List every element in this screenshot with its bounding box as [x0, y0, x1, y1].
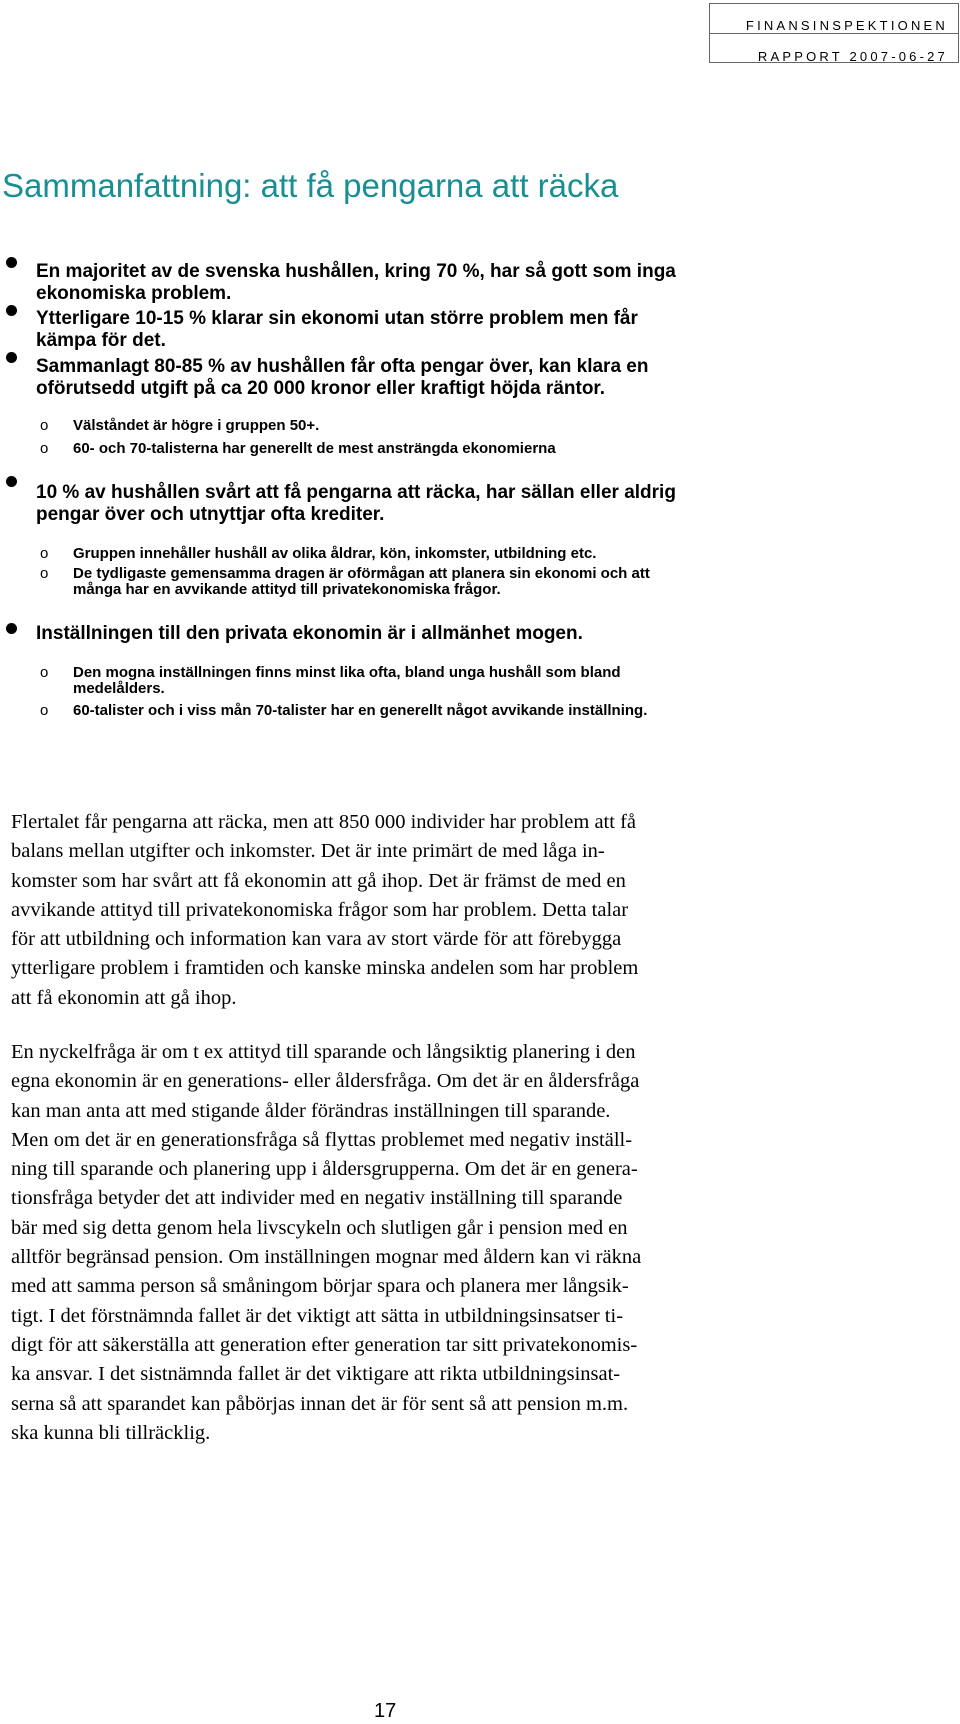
paragraph-line: avvikande attityd till privatekonomiska frågor som har problem. Detta talar: [11, 898, 629, 921]
sub-bullet-marker: o: [40, 545, 49, 562]
paragraph-line: komster som har svårt att få ekonomin att gå ihop. Det är främst de med en: [11, 869, 626, 892]
report-date: RAPPORT 2007-06-27: [757, 49, 948, 64]
bullet-text-line: Sammanlagt 80-85 % av hushållen får ofta pengar över, kan klara en: [36, 356, 649, 377]
subbullet-text-line: 60- och 70-talisterna har generellt de mest ansträngda ekonomierna: [73, 440, 556, 457]
paragraph-line: för att utbildning och information kan vara av stort värde för att förebygga: [11, 928, 622, 951]
sub-bullet-marker: o: [40, 440, 49, 457]
paragraph-line: med att samma person så småningom börjar spara och planera mer långsik-: [11, 1275, 629, 1298]
subbullet-text-line: Välståndet är högre i gruppen 50+.: [73, 417, 320, 434]
bullet-icon: [6, 305, 17, 316]
body-paragraph: [11, 1038, 801, 1448]
bullet-icon: [6, 257, 17, 268]
paragraph-line: balans mellan utgifter och inkomster. Det är inte primärt de med låga in-: [11, 840, 605, 863]
paragraph-line: tionsfråga betyder det att individer med en negativ inställning till sparande: [11, 1187, 623, 1210]
body-paragraph: [11, 808, 801, 1013]
paragraph-line: tigt. I det förstnämnda fallet är det viktigt att sätta in utbildningsinsatser ti-: [11, 1304, 624, 1327]
paragraph-line: ka ansvar. I det sistnämnda fallet är det viktigare att rikta utbildningsinsat-: [11, 1363, 621, 1386]
paragraph-line: alltför begränsad pension. Om inställningen mognar med åldern kan vi räkna: [11, 1246, 642, 1269]
paragraph-line: att få ekonomin att gå ihop.: [11, 986, 237, 1009]
page-title: Sammanfattning: att få pengarna att räcka: [2, 167, 619, 204]
bullet-icon: [6, 352, 17, 363]
subbullet-text-line: Gruppen innehåller hushåll av olika åldrar, kön, inkomster, utbildning etc.: [73, 545, 597, 562]
bullet-text-line: kämpa för det.: [36, 330, 166, 351]
organization-name: FINANSINSPEKTIONEN: [745, 18, 948, 33]
subbullet-text-line: De tydligaste gemensamma dragen är oförmågan att planera sin ekonomi och att: [73, 565, 650, 582]
paragraph-line: egna ekonomin är en generations- eller åldersfråga. Om det är en åldersfråga: [11, 1070, 640, 1093]
subbullet-text-line: medelålders.: [73, 680, 165, 697]
bullet-text-line: ekonomiska problem.: [36, 283, 232, 304]
bullet-icon: [6, 476, 17, 487]
subbullet-text-line: många har en avvikande attityd till privatekonomiska frågor.: [73, 581, 501, 598]
bullet-icon: [6, 623, 17, 634]
bullet-text-line: Ytterligare 10-15 % klarar sin ekonomi utan större problem men får: [36, 308, 638, 329]
page-number: 17: [374, 1700, 397, 1722]
paragraph-line: bär med sig detta genom hela livscykeln och slutligen går i pension med en: [11, 1216, 628, 1239]
bullet-text-line: oförutsedd utgift på ca 20 000 kronor eller kraftigt höjda räntor.: [36, 378, 606, 399]
paragraph-line: ning till sparande och planering upp i åldersgrupperna. Om det är en genera-: [11, 1158, 638, 1181]
subbullet-text-line: 60-talister och i viss mån 70-talister har en generellt något avvikande inställning.: [73, 702, 648, 719]
paragraph-line: Men om det är en generationsfråga så flyttas problemet med negativ inställ-: [11, 1128, 633, 1151]
subbullet-text-line: Den mogna inställningen finns minst lika ofta, bland unga hushåll som bland: [73, 664, 621, 681]
sub-bullet-marker: o: [40, 417, 49, 434]
paragraph-line: Flertalet får pengarna att räcka, men att 850 000 individer har problem att få: [11, 811, 636, 833]
paragraph-line: ska kunna bli tillräcklig.: [11, 1421, 211, 1444]
paragraph-line: digt för att säkerställa att generation efter generation tar sitt privatekonomis-: [11, 1333, 638, 1356]
bullet-text-line: En majoritet av de svenska hushållen, kring 70 %, har så gott som inga: [36, 261, 676, 282]
bullet-text-line: pengar över och utnyttjar ofta krediter.: [36, 504, 385, 525]
sub-bullet-marker: o: [40, 702, 49, 719]
bullet-text-line: Inställningen till den privata ekonomin är i allmänhet mogen.: [36, 623, 583, 644]
paragraph-line: kan man anta att med stigande ålder förändras inställningen till sparande.: [11, 1099, 611, 1122]
summary-list: [0, 0, 960, 760]
paragraph-line: En nyckelfråga är om t ex attityd till sparande och långsiktig planering i den: [11, 1041, 636, 1063]
sub-bullet-marker: o: [40, 664, 49, 681]
bullet-text-line: 10 % av hushållen svårt att få pengarna att räcka, har sällan eller aldrig: [36, 482, 676, 503]
paragraph-line: serna så att sparandet kan påbörjas innan det är för sent så att pension m.m.: [11, 1392, 629, 1415]
sub-bullet-marker: o: [40, 565, 49, 582]
paragraph-line: ytterligare problem i framtiden och kanske minska andelen som har problem: [11, 957, 639, 980]
